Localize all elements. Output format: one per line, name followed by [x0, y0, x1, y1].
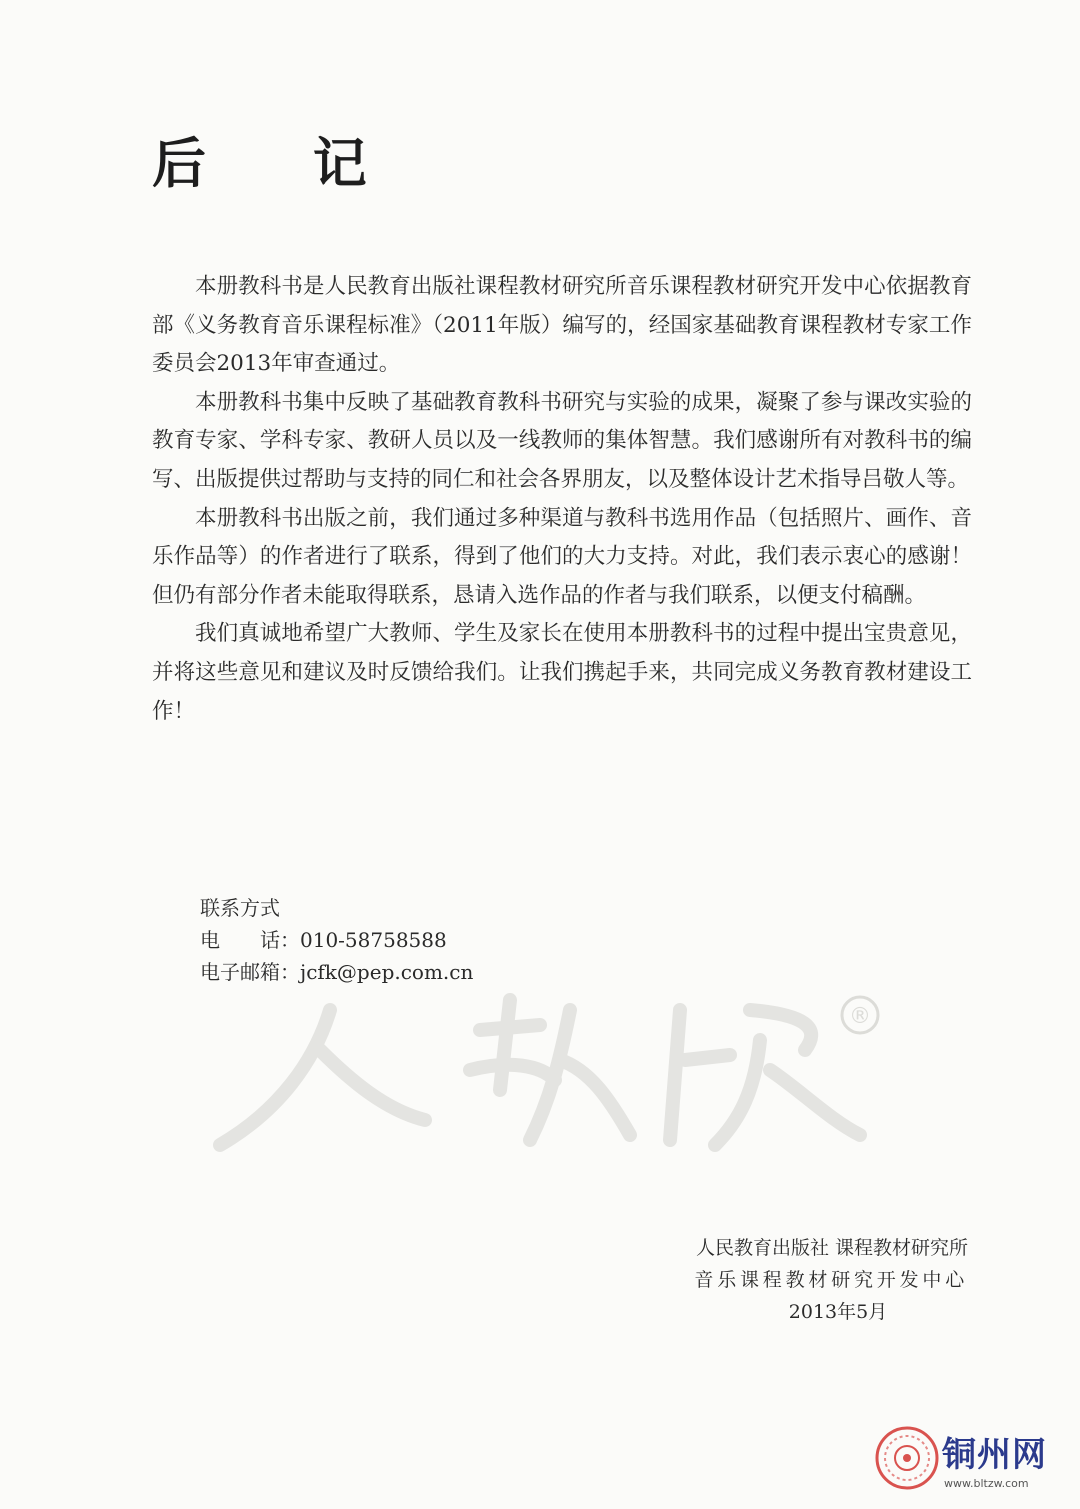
email-label: 电子邮箱：: [200, 960, 300, 984]
phone-row: [200, 924, 473, 956]
phone-number: 010-58758588: [300, 928, 447, 952]
paragraph: 本册教科书集中反映了基础教育教科书研究与实验的成果，凝聚了参与课改实验的教育专家、学科专家、教研人员以及一线教师的集体智慧。我们感谢所有对教科书的编写、出版提供过帮助与支持的同仁和社会各界朋友，以及整体设计艺术指导吕敬人等。: [152, 389, 972, 492]
paragraph: 本册教科书是人民教育出版社课程教材研究所音乐课程教材研究开发中心依据教育部《义务教育音乐课程标准》（2011年版）编写的，经国家基础教育课程教材专家工作委员会2013年审查通过。: [152, 274, 972, 377]
signature-org: 人民教育出版社 课程教材研究所: [695, 1237, 968, 1259]
site-url: www.bltzw.com: [944, 1477, 1029, 1490]
afterword-body: [152, 268, 972, 731]
signature-block: [668, 1232, 968, 1328]
paragraph: 本册教科书出版之前，我们通过多种渠道与教科书选用作品（包括照片、画作、音乐作品等）的作者进行了联系，得到了他们的大力支持。对此，我们表示衷心的感谢！但仍有部分作者未能取得联系，恳请入选作品的作者与我们联系，以便支付稿酬。: [152, 505, 972, 608]
paragraph: 我们真诚地希望广大教师、学生及家长在使用本册教科书的过程中提出宝贵意见，并将这些意见和建议及时反馈给我们。让我们携起手来，共同完成义务教育教材建设工作！: [152, 621, 972, 724]
contact-heading: 联系方式: [200, 896, 280, 920]
site-logo: [874, 1425, 1074, 1505]
seal-icon: [874, 1425, 940, 1491]
registered-mark: ®: [849, 1004, 871, 1029]
phone-label: 电 话：: [200, 928, 300, 952]
publisher-watermark: [210, 970, 900, 1160]
email-address: jcfk@pep.com.cn: [300, 960, 474, 984]
page-title: 后 记: [152, 131, 411, 195]
site-name: 铜州网: [942, 1435, 1047, 1475]
signature-center: 音乐课程教材研究开发中心: [694, 1269, 968, 1291]
signature-date: 2013年5月: [788, 1301, 888, 1323]
